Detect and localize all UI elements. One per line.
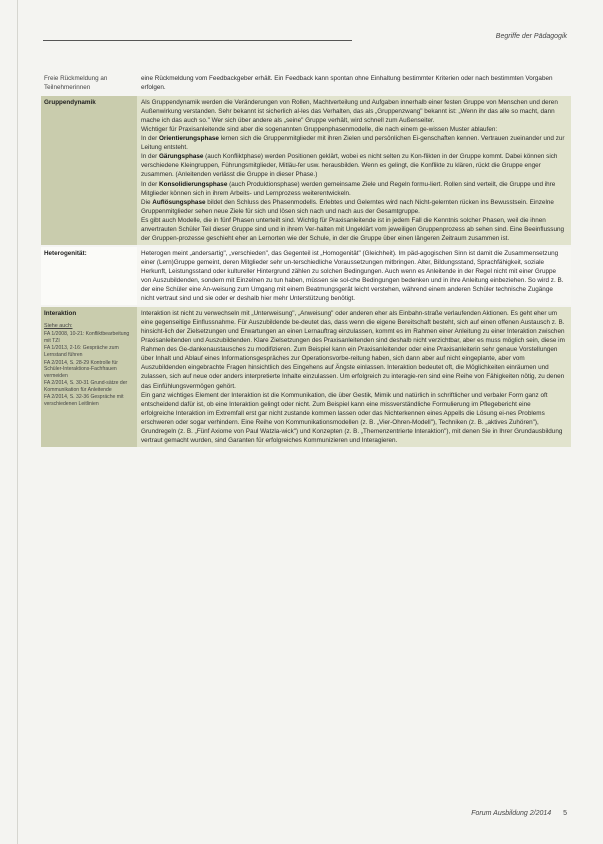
see-also-heading: Siehe auch: [44, 323, 73, 330]
term-cell [41, 306, 137, 447]
reference-item: FA 2/2014, S. 30-31 Grund-sätze der Kommunikation für Anleitende [44, 380, 128, 393]
definition-paragraph: In der Konsolidierungsphase (auch Produktionsphase) werden gemeinsame Ziele und Regeln formu-liert. Rollen sind verteilt, die Gruppe und ihre Mitglieder können sich in ihrem Arbeits- und Lernprozess weiterentwickeln. [141, 180, 556, 197]
term-label: Gruppendynamik [44, 99, 96, 107]
definition-cell [137, 246, 571, 306]
glossary-table [41, 72, 571, 447]
definition-paragraph: Die Auflösungsphase bildet den Schluss des Phasenmodells. Erlebtes und Gelerntes wird nach Nicht-gelernten rücken ins Bewusstsein. Einzelne Gruppenmitglieder sehen neue Ziele für sich und lösen sich nach und nach aus der Gesamtgruppe. [141, 198, 554, 215]
term-cell [41, 95, 137, 246]
glossary-row-heterogenitaet [41, 246, 571, 306]
definition-paragraph: In der Gärungsphase (auch Konfliktphase) werden Positionen geklärt, wobei es nicht selten zu Kon-flikten in der Gruppe kommt. Dabei können sich verschiedene Kleingruppen, Führungsmitglieder, Mitläu-fer usw. herausbilden. Wenn es gelingt, die Konflikte zu klären, rückt die Gruppe enger zusammen. (Anleitenden verlässt die Gruppe in dieser Phase.) [141, 153, 558, 179]
definition-paragraph: Als Gruppendynamik werden die Veränderungen von Rollen, Machtverteilung und Aufgaben innerhalb einer festen Gruppe von Menschen und deren Außenwirkung verstanden. Sehr bekannt ist sicherlich al-les das Verhalten, das als „Gruppenzwang" bekannt ist: „Wenn ihr das alle so macht, dann mache ich das auch so." Wer sich über andere als „seine" Gruppe verhält, wird schnell zum Außenseiter. [141, 99, 558, 125]
glossary-row-feedback [41, 72, 571, 95]
page-number: 5 [563, 810, 567, 817]
page-footer [471, 810, 567, 817]
glossary-row-gruppendynamik [41, 95, 571, 246]
reference-item: FA 2/2014, S. 28-29 Kontrolle für Schüler-Interaktions-Fachfrauen vermeiden [44, 359, 118, 379]
definition-paragraph: eine Rückmeldung vom Feedbackgeber erhält. Ein Feedback kann spontan ohne Einhaltung bestimmter Kriterien oder nach bestimmten Vorgaben erfolgen. [141, 75, 553, 92]
reference-item: FA 1/2008, 10-21: Konfliktbearbeitung mit TZI [44, 331, 130, 344]
definition-paragraph: Es gibt auch Modelle, die in fünf Phasen unterteilt sind. Wichtig für Praxisanleitende ist in jedem Fall die Kenntnis solcher Phasen, weil die ihnen anvertrauten Schüler Teil dieser Gruppe sind und in ihrem Ver-halten mit Ungeklärt vom jeweiligen Gruppenprozess ab sehen sind. Eine Beeinflussung der Gruppen-prozesse geschieht eher an Lernorten wie der Schule, in der die Gruppe über einen längeren Zeitraum zusammen ist. [141, 216, 565, 242]
running-header: Begriffe der Pädagogik [495, 33, 567, 40]
definition-paragraph: Ein ganz wichtiges Element der Interaktion ist die Kommunikation, die über Gestik, Mimik und natürlich in schriftlicher und verbaler Form ganz oft entscheidend dafür ist, ob eine Interaktion gelingt oder nicht. Zum Beispiel kann eine missverständliche Formulierung im Pflegebericht eine erfolgreiche Interaktion im Extremfall erst gar nicht zustande kommen lassen oder das Nichterkennen eines Appells die Lösung ei-nes Problems erschweren oder sogar verhindern. Eine Reihe von Kommunikationsmodellen (z. B. „Vier-Ohren-Modell"), Techniken (z. B. „aktives Zuhören"), Grundregeln (z. B. „Fünf Axiome von Paul Watzla-wick") und Konzepten (z. B. „Themenzentrierte Interaktion"), mit denen Sie in Ihrer Grundausbildung vertraut gemacht wurden, sind Garanten für erfolgreiches Kommunizieren und Interagieren. [141, 391, 563, 444]
reference-item: FA 2/2014, S. 32-36 Gespräche mit verschiedenen Leitlinien [44, 394, 124, 408]
glossary-row-interaktion [41, 306, 571, 447]
definition-cell [137, 95, 571, 246]
reference-item: FA 1/2013, 2-16: Gespräche zum Lernstand führen [44, 345, 119, 358]
definition-paragraph: Wichtiger für Praxisanleitende sind aber die sogenannten Gruppenphasenmodelle, die nach einem ge-wissen Muster ablaufen: [141, 126, 498, 134]
term-label: Heterogenität: [44, 249, 87, 257]
definition-cell [137, 72, 571, 95]
footer-publication: Forum Ausbildung 2/2014 [471, 810, 552, 817]
header-rule [43, 40, 352, 41]
page-edge-shadow [17, 0, 18, 844]
definition-paragraph: Heterogen meint „andersartig", „verschieden", das Gegenteil ist „Homogenität" (Gleichheit). Im päd-agogischen Sinn ist damit die Zusammensetzung einer (Lern)Gruppe gemeint, deren Mitglieder sehr un-terschiedliche Voraussetzungen mitbringen. Alter, Bildungsstand, Sprachfähigkeit, soziale Herkunft, Leistungsstand oder kultureller Hintergrund zählen zu solchen Bedingungen. Auch wenn es Anleitende in der Regel nicht mit einer Gruppe von Auszubildenden, sondern mit Einzelnen zu tun haben, müssen sie sol-che Bedingungen bedenken und in ihre Anleitung einbeziehen. So wird z. B. der eine Schüler eine An-weisung zum Umgang mit einem Beatmungsgerät leicht verstehen, während einem anderen Schüler technische Zugänge nicht vertraut sind und sie oder er deshalb hier mehr Unterstützung benötigt. [141, 249, 564, 303]
term-label: Interaktion [44, 310, 77, 318]
term-cell [41, 72, 137, 95]
definition-cell [137, 306, 571, 447]
term-cell [41, 246, 137, 306]
definition-paragraph: Interaktion ist nicht zu verwechseln mit „Unterweisung", „Anweisung" oder anderen eher als Einbahn-straße verlaufenden Aktionen. Es geht eher um eine gegenseitige Einflussnahme. Für Auszubildende be-deutet das, dass wenn die eigene Bereitschaft besteht, sich auf einen offenen Austausch z. B. hinsicht-lich der Zielsetzungen und Erwartungen an einen Lernauftrag einzulassen, kommt es im Rahmen einer Anleitung zu einer Interaktion zwischen Praxisanleitenden und Auszubildenden. Klare Zielsetzungen des Praxisanleitenden sind deshalb nicht verzichtbar, aber es muss möglich sein, diese im Rahmen des Ge-dankenaustausches zu modifizieren. Zum Beispiel kann ein Praxisanleitender oder eine Praxisanleiterin sehr genaue Vorstellungen über Inhalt und Ablauf eines Informationsgespräches zur Operationsvorbe-reitung haben, sich dann aber auf nicht eingeplante, aber vom Auszubildenden eingebrachte Fragen hinsichtlich des Eingehens auf Ängste einlassen. Interaktion bedeutet oft, die Möglichkeiten einräumen und zulassen, sich auf neue oder anders interpretierte Inhalte einzulassen. Um erfolgreich zu interagie-ren sind eine Reihe von Fähigkeiten nötig, zu denen das Einfühlungsvermögen gehört. [141, 310, 565, 390]
definition-paragraph: In der Orientierungsphase lernen sich die Gruppenmitglieder mit ihren Zielen und persönlichen Ei-genschaften kennen. Vertrauen zueinander und zur Leitung entsteht. [141, 135, 565, 152]
term-label: Freie Rückmeldung an Teilnehmerinnen [44, 75, 108, 91]
